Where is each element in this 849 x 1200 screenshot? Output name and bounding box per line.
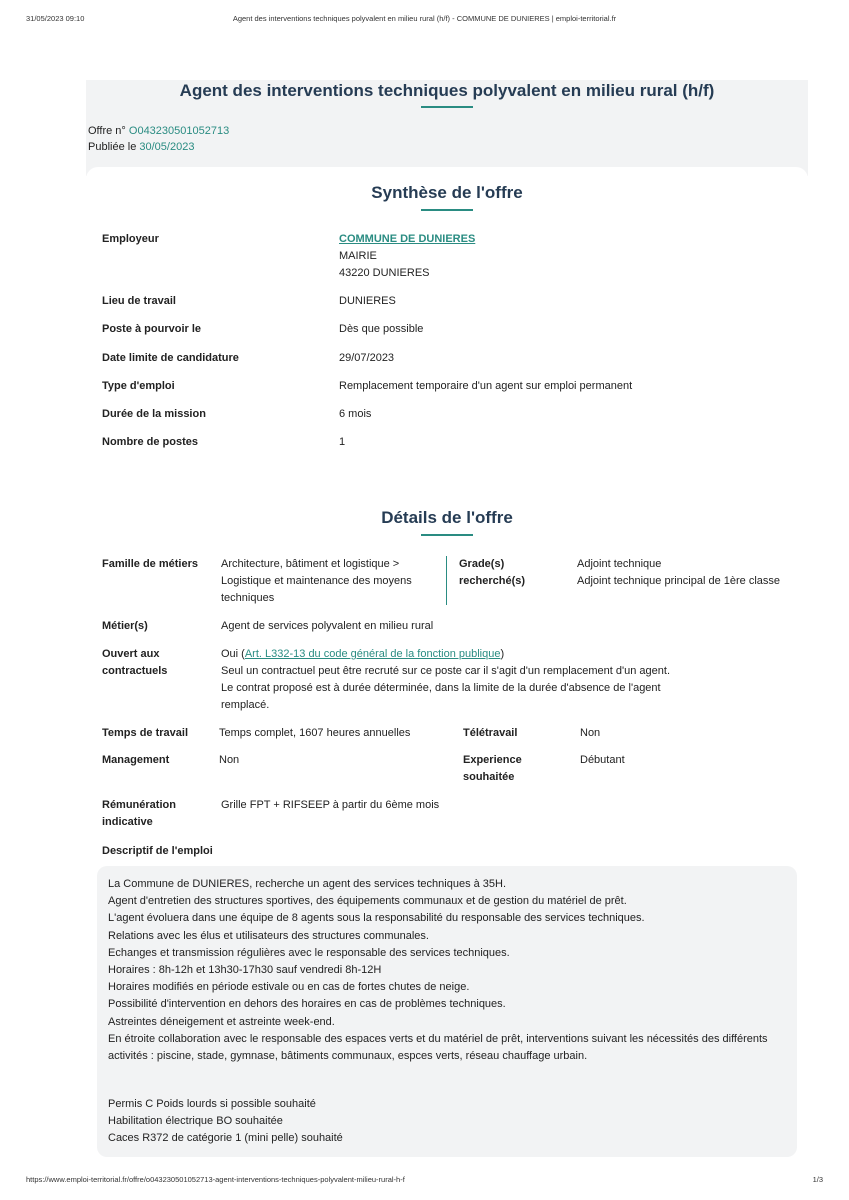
grade-label-line: Grade(s): [459, 558, 505, 570]
ouvert-label-line: Ouvert aux: [102, 648, 160, 660]
descriptif-text: [108, 876, 768, 1065]
famille-line: Logistique et maintenance des moyens: [221, 575, 412, 587]
descriptif-line: Astreintes déneigement et astreinte week-end.: [108, 1015, 335, 1028]
ouvert-line: Seul un contractuel peut être recruté sur ce poste car il s'agit d'un remplacement d'un agent.: [221, 665, 670, 677]
metier-value: Agent de services polyvalent en milieu rural: [221, 620, 434, 632]
print-page-title: Agent des interventions techniques polyvalent en milieu rural (h/f) - COMMUNE DE DUNIERES | emploi-territorial.fr: [232, 14, 617, 23]
descriptif-line: Permis C Poids lourds si possible souhaité: [108, 1098, 316, 1110]
employer-line3: 43220 DUNIERES: [339, 267, 430, 279]
details-title: Détails de l'offre: [381, 508, 513, 527]
synthese-row-value: Remplacement temporaire d'un agent sur emploi permanent: [339, 380, 633, 392]
offer-number: O043230501052713: [128, 125, 230, 137]
experience-value: Débutant: [580, 754, 625, 766]
details-underline: [421, 534, 473, 536]
synthese-row-label: Nombre de postes: [102, 436, 198, 448]
teletravail-label: Télétravail: [463, 727, 518, 739]
descriptif-line: Habilitation électrique BO souhaitée: [108, 1115, 283, 1128]
synthese-row-value: 6 mois: [339, 408, 372, 420]
famille-line: Architecture, bâtiment et logistique >: [221, 558, 400, 570]
synthese-row-label: Type d'emploi: [102, 380, 175, 392]
ouvert-first-line: [221, 646, 670, 663]
ouvert-label-line: contractuels: [102, 665, 168, 677]
employer-label: Employeur: [102, 233, 159, 245]
offer-number-line: [88, 123, 229, 139]
published-date: 30/05/2023: [139, 141, 195, 153]
ouvert-prefix: Oui (: [221, 648, 245, 660]
experience-label-line: souhaitée: [463, 771, 515, 783]
descriptif-line: Agent d'entretien des structures sportives, des équipements communaux et de gestion du matériel de prêt.: [108, 895, 627, 908]
remuneration-label-line: Rémunération: [102, 799, 176, 811]
descriptif-line: Caces R372 de catégorie 1 (mini pelle) souhaité: [108, 1132, 343, 1145]
synthese-row-label: Lieu de travail: [102, 295, 176, 307]
descriptif-line: En étroite collaboration avec le responsable des espaces verts et du matériel de prêt, interventions suivant les nécessités des différents: [108, 1032, 768, 1045]
print-url: https://www.emploi-territorial.fr/offre/o043230501052713-agent-interventions-techniques-polyvalent-milieu-rural-h-f: [26, 1175, 405, 1184]
temps-value: Temps complet, 1607 heures annuelles: [219, 727, 411, 739]
published-line: [88, 139, 229, 155]
teletravail-value: Non: [580, 727, 601, 739]
descriptif-line: Horaires : 8h-12h et 13h30-17h30 sauf vendredi 8h-12H: [108, 964, 382, 977]
grade-line: Adjoint technique principal de 1ère classe: [577, 575, 781, 587]
descriptif-line: Horaires modifiés en période estivale ou en cas de fortes chutes de neige.: [108, 981, 470, 994]
offer-number-label: Offre n°: [88, 125, 126, 137]
metier-label: Métier(s): [102, 620, 148, 632]
synthese-title: Synthèse de l'offre: [371, 183, 523, 202]
ouvert-value: [221, 646, 670, 714]
employer-line2: MAIRIE: [339, 250, 377, 262]
synthese-row-label: Durée de la mission: [102, 408, 206, 420]
famille-label: Famille de métiers: [102, 558, 198, 570]
grade-label: [459, 556, 525, 590]
descriptif-line: La Commune de DUNIERES, recherche un agent des services techniques à 35H.: [108, 878, 507, 890]
descriptif-line: Echanges et transmission régulières avec le responsable des services techniques.: [108, 946, 510, 959]
famille-line: techniques: [221, 592, 275, 604]
ouvert-suffix: ): [500, 648, 505, 660]
management-label: Management: [102, 754, 170, 766]
grade-line: Adjoint technique: [577, 558, 662, 570]
legal-article-link[interactable]: Art. L332-13 du code général de la fonction publique: [244, 648, 501, 660]
descriptif-line: activités : piscine, stade, gymnase, bâtiments communaux, espces verts, réseau chauffage urbain.: [108, 1050, 588, 1063]
remuneration-label: [102, 797, 176, 831]
remuneration-label-line: indicative: [102, 816, 153, 828]
column-divider: [446, 556, 447, 605]
print-footer: [26, 1175, 823, 1187]
descriptif-line: Possibilité d'intervention en dehors des horaires en cas de problèmes techniques.: [108, 998, 506, 1011]
grade-value: [577, 556, 780, 590]
temps-label: Temps de travail: [102, 727, 188, 739]
experience-label: [463, 752, 522, 786]
published-label: Publiée le: [88, 141, 137, 153]
offer-meta: [88, 123, 229, 155]
employer-name-link[interactable]: COMMUNE DE DUNIERES: [339, 233, 476, 245]
ouvert-line: Le contrat proposé est à durée déterminée, dans la limite de la durée d'absence de l'agent: [221, 682, 661, 694]
descriptif-label: Descriptif de l'emploi: [102, 845, 213, 857]
job-title: Agent des interventions techniques polyvalent en milieu rural (h/f): [179, 81, 715, 100]
famille-value: [221, 556, 412, 607]
synthese-row-value: Dès que possible: [339, 323, 424, 335]
synthese-row-value: DUNIERES: [339, 295, 396, 307]
print-page-number: 1/3: [812, 1175, 823, 1184]
synthese-row-label: Date limite de candidature: [102, 352, 239, 364]
management-value: Non: [219, 754, 240, 766]
synthese-row-value: 29/07/2023: [339, 352, 395, 364]
print-header: [26, 14, 823, 26]
ouvert-line: remplacé.: [221, 699, 270, 711]
synthese-row-label: Poste à pourvoir le: [102, 323, 202, 335]
descriptif-line: Relations avec les élus et utilisateurs des structures communales.: [108, 929, 429, 942]
synthese-underline: [421, 209, 473, 211]
remuneration-value: Grille FPT + RIFSEEP à partir du 6ème mois: [221, 799, 440, 811]
experience-label-line: Experience: [463, 754, 522, 766]
grade-label-line: recherché(s): [459, 575, 526, 587]
title-underline: [421, 106, 473, 108]
employer-block: [339, 231, 475, 282]
print-datetime: 31/05/2023 09:10: [26, 14, 85, 23]
ouvert-label: [102, 646, 167, 680]
descriptif-extra: [108, 1096, 343, 1148]
descriptif-line: L'agent évoluera dans une équipe de 8 agents sous la responsabilité du responsable des services techniques.: [108, 912, 645, 925]
synthese-row-value: 1: [339, 436, 346, 448]
